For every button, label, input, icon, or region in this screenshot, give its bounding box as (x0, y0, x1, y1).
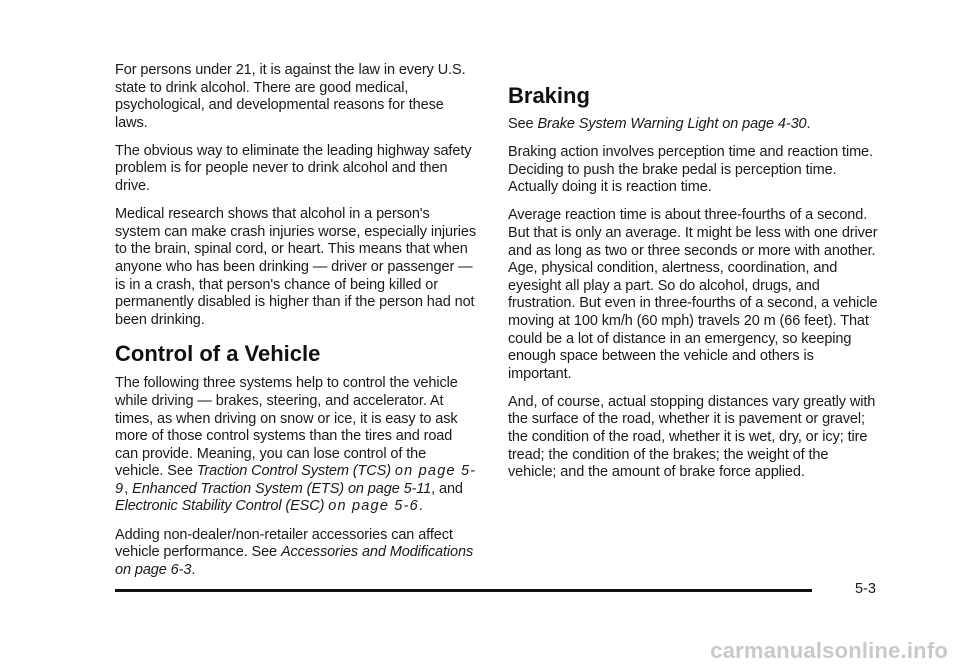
ref-separator-2: , and (431, 480, 463, 497)
ref-enhanced-traction: Enhanced Traction System (ETS) on page 5-11 (132, 480, 432, 497)
paragraph-under-21: For persons under 21, it is against the law in every U.S. state to drink alcohol. There are good medical, psychological, and developmental reasons for these laws. (115, 62, 466, 131)
see-text: See (508, 116, 538, 132)
footer-rule (115, 589, 812, 592)
control-systems-text: The following three systems help to control the vehicle while driving — brakes, steering, and accelerator. At times, as when driving on snow or ice, it is easy to ask more of those control systems than the tires and road can provide. Meaning, you can lose control of the vehicle. See (115, 375, 458, 480)
paragraph-reaction-time: Average reaction time is about three-fourths of a second. But that is only an average. It might be less with one driver and as long as two or three seconds or more with another. Age, physical condition, alertness, coordination, and eyesight all play a part. So do alcohol, drugs, and frustration. But even in three-fourths of a second, a vehicle moving at 100 km/h (60 mph) travels 20 m (66 feet). That could be a lot of distance in an emergency, so keeping enough space between the vehicle and others is important. (508, 207, 878, 382)
paragraph-medical-research: Medical research shows that alcohol in a person's system can make crash injuries worse, especially injuries to the brain, spinal cord, or heart. This means that when anyone who has been drinking — driver or passenger — is in a crash, that person's chance of being killed or permanently disabled is higher than if the person had not been drinking. (115, 206, 476, 328)
heading-control-of-vehicle: Control of a Vehicle (115, 341, 321, 367)
right-column (508, 62, 878, 492)
paragraph-control-systems (115, 375, 477, 516)
control-systems-end: . (418, 498, 423, 515)
paragraph-braking-action: Braking action involves perception time and reaction time. Deciding to push the brake pedal is perception time. Actually doing it is reaction time. (508, 144, 873, 196)
paragraph-stopping-distances: And, of course, actual stopping distances vary greatly with the surface of the road, whether it is pavement or gravel; the condition of the road, whether it is wet, dry, or icy; tire tread; the condition of the brakes; the weight of the vehicle; and the amount of brake force applied. (508, 393, 876, 481)
left-column (115, 62, 477, 590)
ref-stability-control-page: on page 5-6 (328, 498, 419, 515)
watermark: carmanualsonline.info (710, 638, 948, 663)
ref-traction-control-page: on page 5-9 (115, 463, 477, 497)
page-number: 5-3 (855, 581, 876, 597)
ref-brake-warning-light: Brake System Warning Light on page 4-30 (537, 116, 807, 132)
ref-stability-control: Electronic Stability Control (ESC) (115, 498, 329, 515)
ref-accessories: Accessories and Modifications on page 6-3 (115, 544, 474, 578)
ref-traction-control: Traction Control System (TCS) (196, 463, 395, 480)
see-end: . (806, 116, 811, 132)
ref-separator-1: , (124, 480, 133, 497)
accessories-text: Adding non-dealer/non-retailer accessories can affect vehicle performance. See (115, 526, 453, 561)
heading-braking: Braking (508, 83, 590, 108)
paragraph-accessories (115, 527, 477, 580)
accessories-end: . (191, 561, 196, 578)
paragraph-eliminate-problem: The obvious way to eliminate the leading highway safety problem is for people never to drink alcohol and then drive. (115, 142, 472, 195)
paragraph-see-brake-light (508, 116, 878, 134)
